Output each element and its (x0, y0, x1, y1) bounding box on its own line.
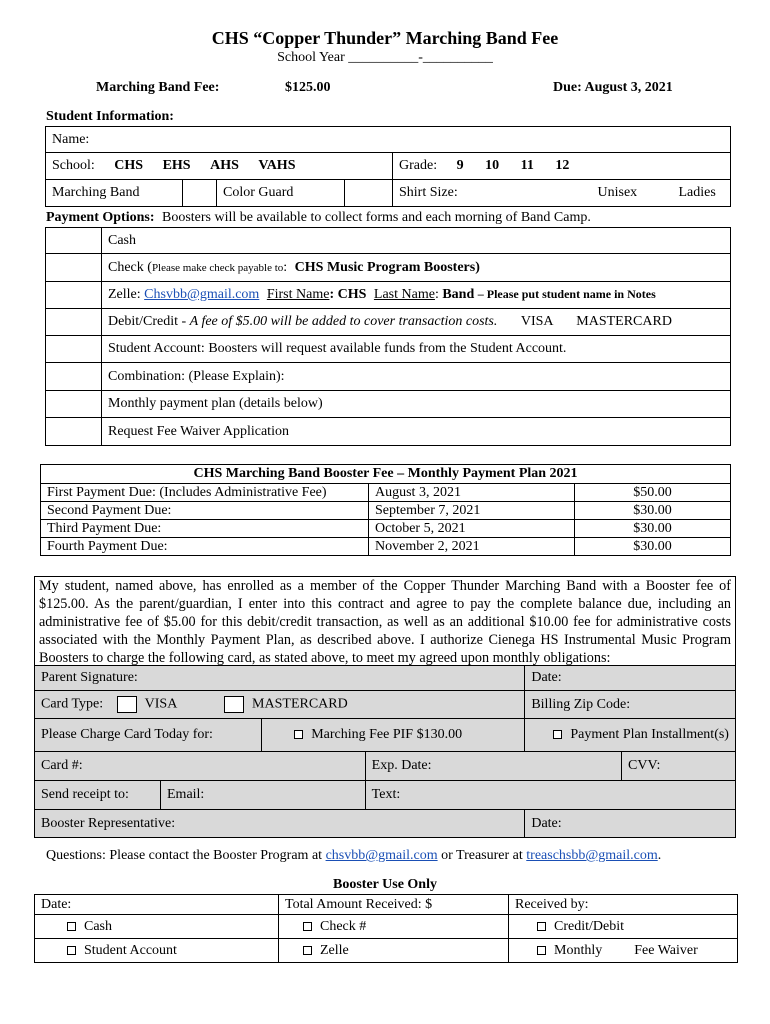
grade-12[interactable]: 12 (555, 158, 570, 173)
check-checkbox[interactable] (46, 254, 102, 282)
school-field[interactable] (46, 153, 393, 180)
school-ahs[interactable]: AHS (210, 158, 239, 173)
check-payee: CHS Music Program Boosters) (294, 259, 480, 275)
form-title: CHS “Copper Thunder” Marching Band Fee (211, 28, 559, 48)
checkbox-icon[interactable] (67, 946, 76, 955)
option-zelle: Zelle: Chsvbb@gmail.com First Name: CHS Last Name: Band – Please put student name in Notes (102, 282, 731, 309)
name-label: Name: (52, 131, 90, 147)
payment-options-title: Payment Options: (46, 210, 155, 225)
student-info-heading: Student Information: (46, 109, 174, 124)
booster-fee-waiver[interactable]: Fee Waiver (634, 942, 698, 958)
student-info-table (45, 126, 731, 207)
payment-plan-table (40, 464, 731, 556)
grade-field[interactable] (393, 153, 731, 180)
plan-row-date: November 2, 2021 (369, 538, 575, 556)
booster-cash-option[interactable]: Cash (35, 915, 279, 939)
option-student-account: Student Account: Boosters will request available funds from the Student Account. (102, 336, 731, 363)
grade-10[interactable]: 10 (485, 158, 500, 173)
billing-zip-field[interactable]: Billing Zip Code: (525, 691, 736, 719)
send-receipt-label: Send receipt to: (35, 781, 161, 810)
booster-check-option[interactable]: Check # (279, 915, 509, 939)
receipt-text-field[interactable]: Text: (365, 781, 735, 810)
school-year: School Year __________-__________ (277, 50, 493, 65)
due-date: Due: August 3, 2021 (553, 80, 673, 95)
booster-rep-field[interactable]: Booster Representative: (35, 810, 525, 838)
name-field[interactable] (46, 127, 731, 153)
checkbox-icon[interactable] (537, 946, 546, 955)
plan-row-label: Second Payment Due: (41, 502, 369, 520)
shirt-size-field[interactable] (393, 180, 731, 207)
booster-credit-option[interactable]: Credit/Debit (509, 915, 738, 939)
parent-signature-field[interactable]: Parent Signature: (35, 666, 525, 691)
grade-11[interactable]: 11 (520, 158, 534, 173)
monthly-checkbox[interactable] (46, 391, 102, 418)
option-cash: Cash (102, 228, 731, 254)
plan-row-amount: $30.00 (575, 520, 731, 538)
option-debit: Debit/Credit - A fee of $5.00 will be added to cover transaction costs. VISA MASTERCARD (102, 309, 731, 336)
checkbox-icon[interactable] (303, 922, 312, 931)
booster-received-by-field[interactable]: Received by: (509, 895, 738, 915)
card-number-field[interactable]: Card #: (35, 752, 366, 781)
combination-checkbox[interactable] (46, 363, 102, 391)
booster-date-field[interactable]: Date: (35, 895, 279, 915)
plan-row-date: August 3, 2021 (369, 484, 575, 502)
option-waiver: Request Fee Waiver Application (102, 418, 731, 446)
marching-band-checkbox[interactable] (183, 180, 217, 207)
card-type-field: Card Type: VISA MASTERCARD (35, 691, 525, 719)
booster-email-link[interactable]: chsvbb@gmail.com (325, 848, 438, 863)
grade-9[interactable]: 9 (456, 158, 464, 173)
charge-today-label: Please Charge Card Today for: (35, 719, 262, 752)
shirt-unisex[interactable]: Unisex (597, 185, 638, 200)
treasurer-email-link[interactable]: treaschsbb@gmail.com (526, 848, 658, 863)
card-authorization-table (34, 665, 736, 838)
booster-rep-date-field[interactable]: Date: (525, 810, 736, 838)
installment-checkbox[interactable] (553, 730, 562, 739)
plan-row-date: September 7, 2021 (369, 502, 575, 520)
plan-row-amount: $50.00 (575, 484, 731, 502)
questions-line: Questions: Please contact the Booster Program at chsvbb@gmail.com or Treasurer at treaschsbb@gmail.com. (46, 848, 662, 863)
booster-monthly-option[interactable]: Monthly Fee Waiver (509, 939, 738, 963)
shirt-size-label: Shirt Size: (399, 185, 458, 200)
shirt-ladies[interactable]: Ladies (678, 185, 716, 200)
zelle-note: – Please put student name in Notes (477, 287, 656, 301)
plan-row-amount: $30.00 (575, 502, 731, 520)
option-monthly: Monthly payment plan (details below) (102, 391, 731, 418)
installment-option[interactable]: Payment Plan Installment(s) (525, 719, 736, 752)
checkbox-icon[interactable] (537, 922, 546, 931)
fee-pif-option[interactable]: Marching Fee PIF $130.00 (262, 719, 525, 752)
mastercard-checkbox[interactable] (224, 696, 244, 713)
fee-amount: $125.00 (285, 80, 331, 95)
payment-options-note: Boosters will be available to collect forms and each morning of Band Camp. (162, 210, 591, 225)
zelle-email-link[interactable]: Chsvbb@gmail.com (144, 287, 260, 302)
visa-checkbox[interactable] (117, 696, 137, 713)
payment-options-heading (46, 210, 591, 226)
cvv-field[interactable]: CVV: (622, 752, 736, 781)
booster-total-field[interactable]: Total Amount Received: $ (279, 895, 509, 915)
checkbox-icon[interactable] (303, 946, 312, 955)
checkbox-icon[interactable] (67, 922, 76, 931)
school-chs[interactable]: CHS (114, 158, 144, 173)
payment-options-table (45, 227, 731, 446)
booster-use-table (34, 894, 738, 963)
exp-date-field[interactable]: Exp. Date: (365, 752, 621, 781)
option-combination: Combination: (Please Explain): (102, 363, 731, 391)
school-label: School: (52, 158, 95, 173)
school-vahs[interactable]: VAHS (258, 158, 296, 173)
school-ehs[interactable]: EHS (162, 158, 191, 173)
marching-band-label: Marching Band (46, 180, 183, 207)
fee-label: Marching Band Fee: (96, 80, 220, 95)
plan-row-label: Fourth Payment Due: (41, 538, 369, 556)
color-guard-checkbox[interactable] (345, 180, 393, 207)
plan-row-label: First Payment Due: (Includes Administrative Fee) (41, 484, 369, 502)
fee-pif-checkbox[interactable] (294, 730, 303, 739)
booster-student-account-option[interactable]: Student Account (35, 939, 279, 963)
waiver-checkbox[interactable] (46, 418, 102, 446)
booster-zelle-option[interactable]: Zelle (279, 939, 509, 963)
plan-row-date: October 5, 2021 (369, 520, 575, 538)
agreement-text: My student, named above, has enrolled as a member of the Copper Thunder Marching Band with a Booster fee of $125.00. As the parent/guardian, I enter into this contract and agree to pay the complete balance due, including an administrative fee of $5.00 for this debit/credit transaction, as well as an additional $10.00 fee for administrative costs associated with the Monthly Payment Plan, as described above. I authorize Cienega HS Instrumental Music Program Boosters to charge the following card, as stated above, to meet my agreed upon monthly obligations: (34, 576, 736, 667)
debit-checkbox[interactable] (46, 309, 102, 336)
cash-checkbox[interactable] (46, 228, 102, 254)
grade-label: Grade: (399, 158, 438, 173)
zelle-checkbox[interactable] (46, 282, 102, 309)
option-check: Check (Please make check payable to: CHS Music Program Boosters) (102, 254, 731, 282)
plan-row-label: Third Payment Due: (41, 520, 369, 538)
signature-date-field[interactable]: Date: (525, 666, 736, 691)
booster-use-title: Booster Use Only (333, 877, 437, 892)
plan-row-amount: $30.00 (575, 538, 731, 556)
color-guard-label: Color Guard (217, 180, 345, 207)
student-account-checkbox[interactable] (46, 336, 102, 363)
plan-title: CHS Marching Band Booster Fee – Monthly Payment Plan 2021 (41, 465, 731, 484)
receipt-email-field[interactable]: Email: (161, 781, 366, 810)
